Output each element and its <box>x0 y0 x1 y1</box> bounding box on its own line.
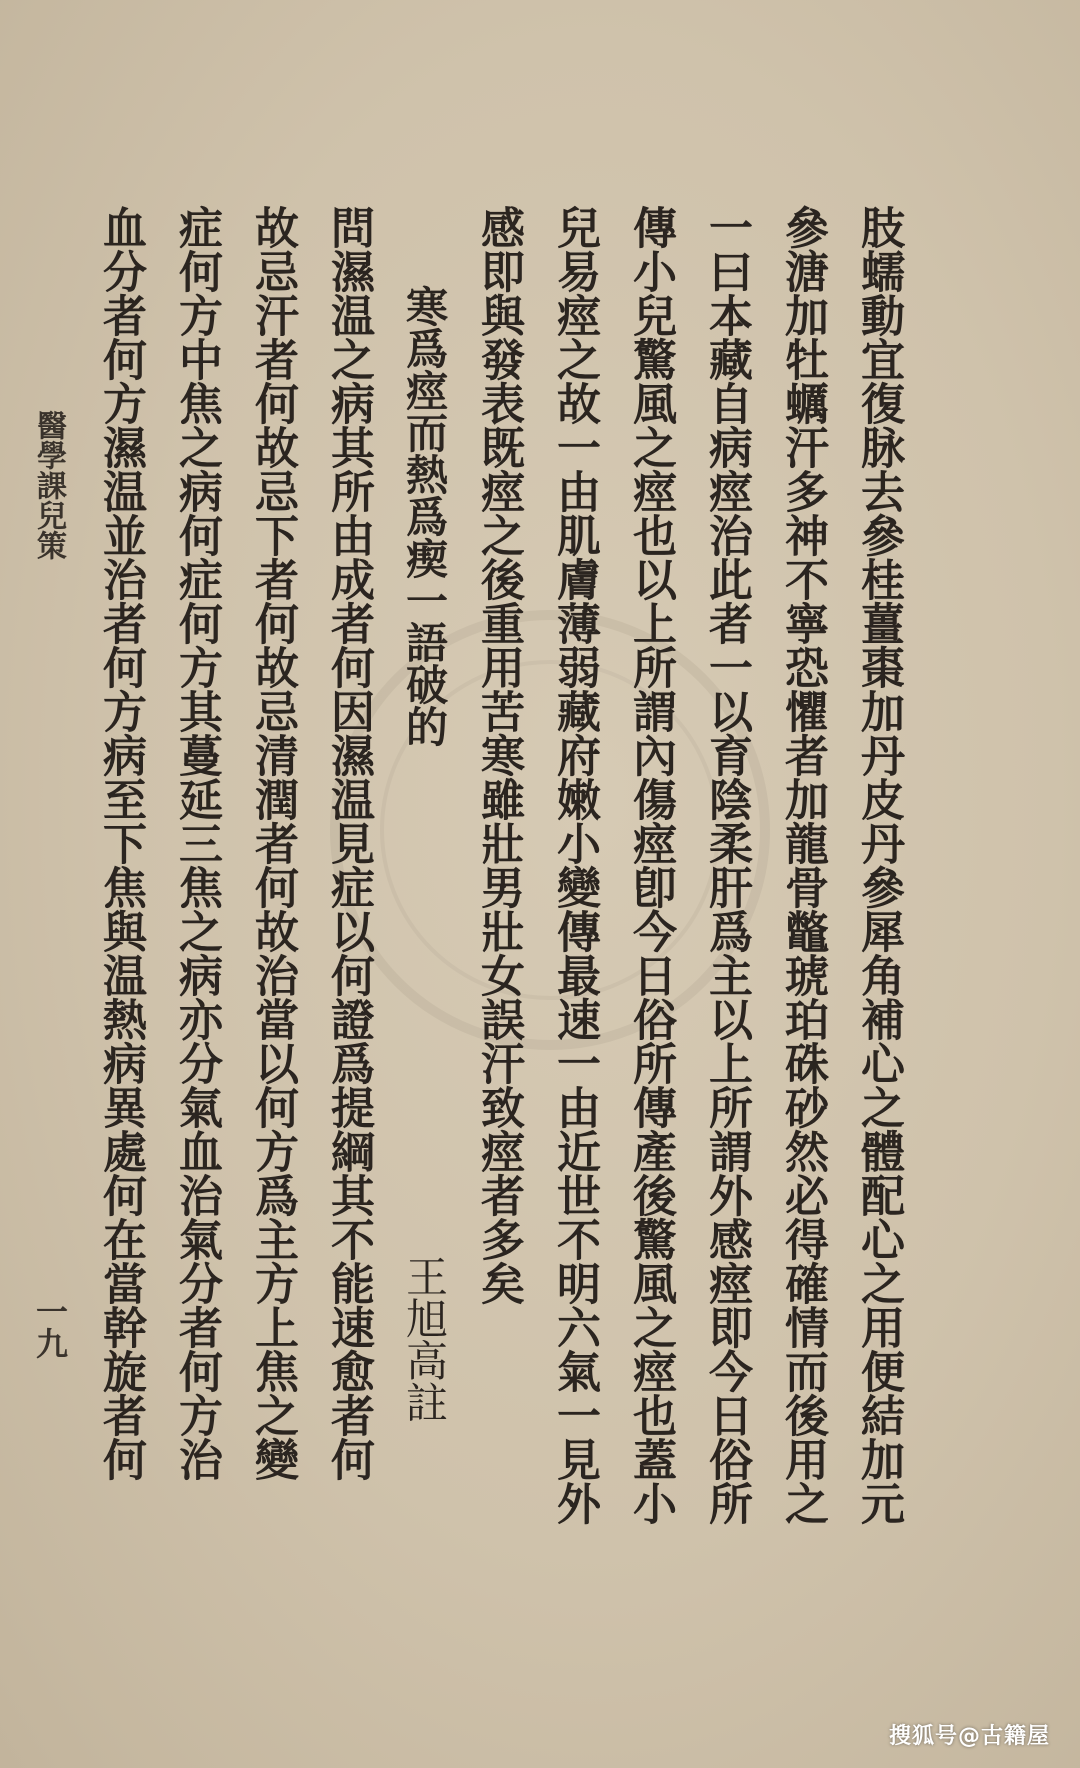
text-column-4: 傳小兒驚風之痙也以上所謂內傷痙卽今日俗所傳產後驚風之痙也蓋小 <box>625 205 676 1525</box>
text-column-6: 感即與發表既痙之後重用苦寒雖壯男壯女誤汗致痙者多矣 <box>473 205 524 1305</box>
book-title: 醫學課兒策 <box>31 410 66 560</box>
source-watermark: 搜狐号@古籍屋 <box>888 1724 1050 1749</box>
question-column-4: 血分者何方濕温並治者何方病至下焦與温熱病異處何在當幹旋者何 <box>95 205 146 1481</box>
text-column-1: 肢蠕動宜復脉去參桂薑棗加丹皮丹參犀角補心之體配心之用便結加元 <box>853 205 904 1525</box>
question-column-2: 故忌汗者何故忌下者何故忌清潤者何故治當以何方爲主方上焦之變 <box>247 205 298 1481</box>
question-column-1: 問濕温之病其所由成者何因濕温見症以何證爲提綱其不能速愈者何 <box>323 205 374 1481</box>
annotator-name: 王旭高註 <box>400 1255 449 1423</box>
text-column-2: 參溏加牡蠣汗多神不寧恐懼者加龍骨鼈琥珀硃砂然必得確情而後用之 <box>777 205 828 1525</box>
text-column-3: 一曰本藏自病痙治此者一以育陰柔肝爲主以上所謂外感痙即今日俗所 <box>701 205 752 1525</box>
annotation-note: 寒爲痙而熱爲瘈一語破的 <box>400 285 449 747</box>
question-column-3: 症何方中焦之病何症何方其蔓延三焦之病亦分氣血治氣分者何方治 <box>171 205 222 1481</box>
page-number: 一九 <box>31 1295 69 1359</box>
text-column-5: 兒易痙之故一由肌膚薄弱藏府嫩小變傳最速一由近世不明六氣一見外 <box>549 205 600 1525</box>
